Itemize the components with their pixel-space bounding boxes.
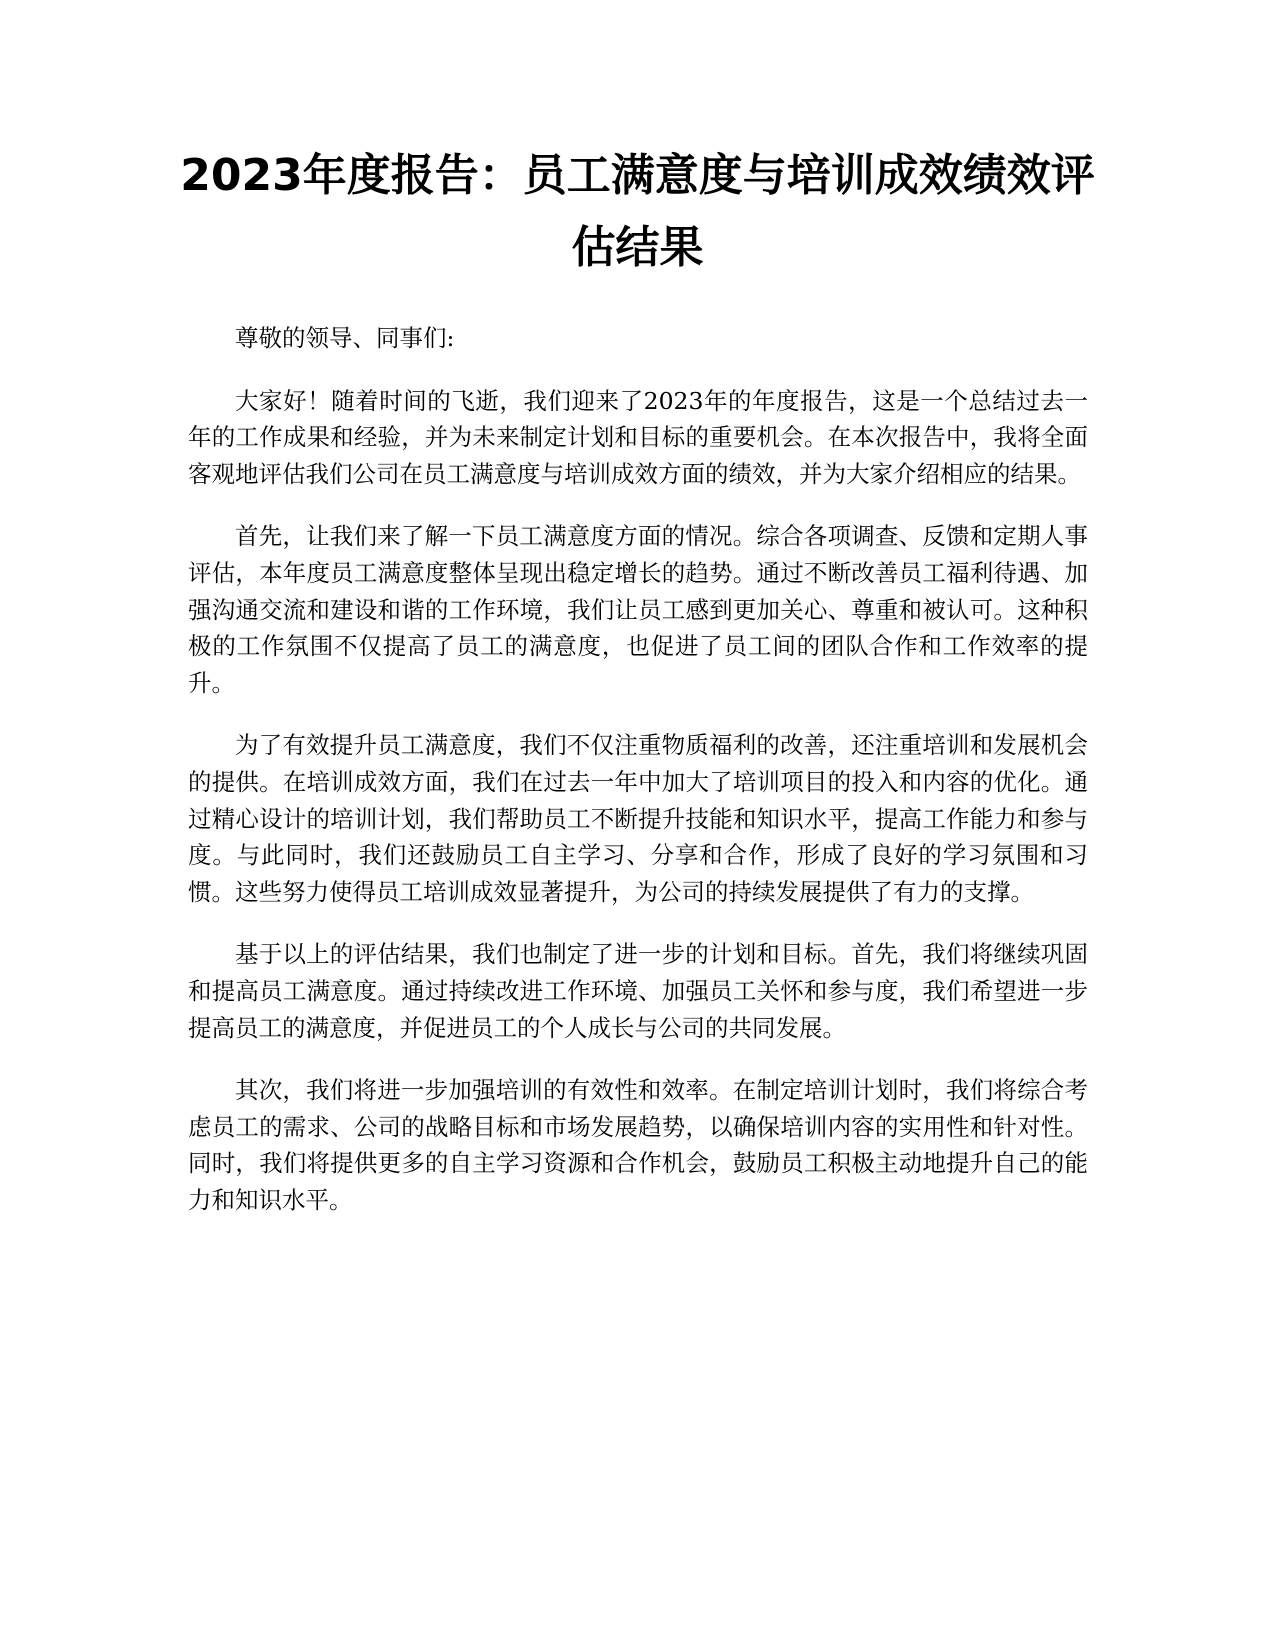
salutation: 尊敬的领导、同事们: [235, 324, 455, 352]
document-title: 2023年度报告：员工满意度与培训成效绩效评估结果 [180, 150, 1095, 273]
paragraph-plan: 基于以上的评估结果，我们也制定了进一步的计划和目标。首先，我们将继续巩固和提高员工满意度。通过持续改进工作环境、加强员工关怀和参与度，我们希望进一步提高员工的满意度，并促进员工的个人成长与公司的共同发展。 [188, 940, 1088, 1042]
document-body [188, 320, 1088, 1244]
paragraph-satisfaction: 首先，让我们来了解一下员工满意度方面的情况。综合各项调查、反馈和定期人事评估，本年度员工满意度整体呈现出稳定增长的趋势。通过不断改善员工福利待遇、加强沟通交流和建设和谐的工作环境，我们让员工感到更加关心、尊重和被认可。这种积极的工作氛围不仅提高了员工的满意度，也促进了员工间的团队合作和工作效率的提升。 [188, 522, 1088, 697]
paragraph-training: 为了有效提升员工满意度，我们不仅注重物质福利的改善，还注重培训和发展机会的提供。在培训成效方面，我们在过去一年中加大了培训项目的投入和内容的优化。通过精心设计的培训计划，我们帮助员工不断提升技能和知识水平，提高工作能力和参与度。与此同时，我们还鼓励员工自主学习、分享和合作，形成了良好的学习氛围和习惯。这些努力使得员工培训成效显著提升，为公司的持续发展提供了有力的支撑。 [188, 731, 1088, 906]
paragraph-intro: 大家好！随着时间的飞逝，我们迎来了2023年的年度报告，这是一个总结过去一年的工作成果和经验，并为未来制定计划和目标的重要机会。在本次报告中，我将全面客观地评估我们公司在员工满意度与培训成效方面的绩效，并为大家介绍相应的结果。 [188, 386, 1088, 488]
paragraph-training-plan: 其次，我们将进一步加强培训的有效性和效率。在制定培训计划时，我们将综合考虑员工的需求、公司的战略目标和市场发展趋势，以确保培训内容的实用性和针对性。同时，我们将提供更多的自主学习资源和合作机会，鼓励员工积极主动地提升自己的能力和知识水平。 [188, 1076, 1088, 1214]
